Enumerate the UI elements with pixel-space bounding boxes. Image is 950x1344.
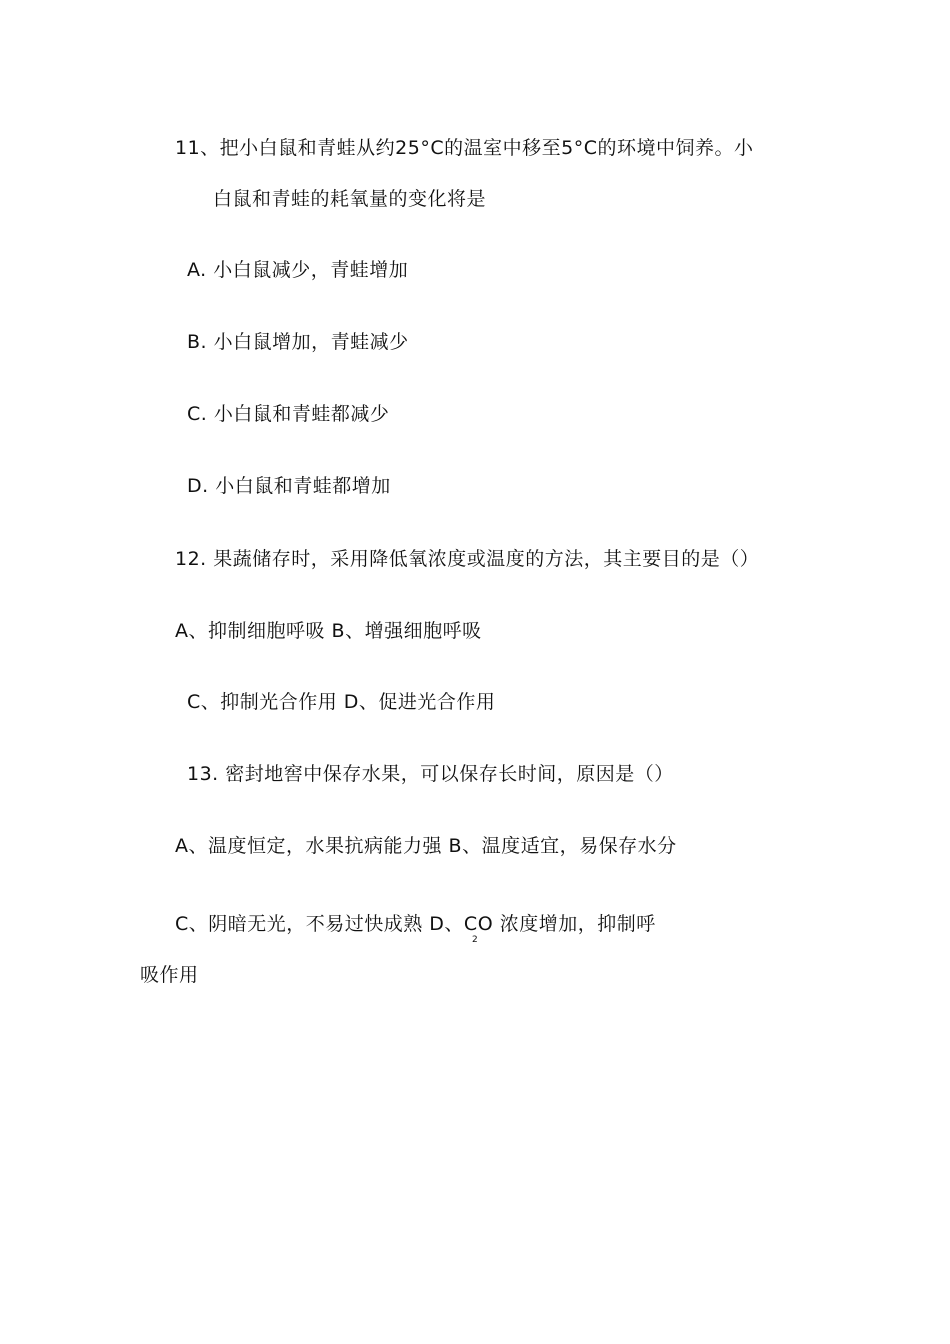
q12-options-cd: C、抑制光合作用 D、促进光合作用 bbox=[187, 691, 496, 713]
co2-subscript: 2 bbox=[472, 935, 478, 945]
q13-stem: 13. 密封地窖中保存水果，可以保存长时间，原因是（） bbox=[187, 763, 674, 785]
q11-option-d: D. 小白鼠和青蛙都增加 bbox=[187, 475, 391, 497]
q11-stem-line1: 11、把小白鼠和青蛙从约25°C的温室中移至5°C的环境中饲养。小 bbox=[175, 137, 754, 159]
q11-option-b: B. 小白鼠增加，青蛙减少 bbox=[187, 331, 409, 353]
q12-options-ab: A、抑制细胞呼吸 B、增强细胞呼吸 bbox=[175, 620, 482, 642]
q11-option-c: C. 小白鼠和青蛙都减少 bbox=[187, 403, 390, 425]
q13-options-ab: A、温度恒定，水果抗病能力强 B、温度适宜，易保存水分 bbox=[175, 835, 677, 857]
q13-options-cd-line2: 吸作用 bbox=[140, 964, 199, 986]
q11-option-a: A. 小白鼠减少，青蛙增加 bbox=[187, 259, 409, 281]
q11-stem-line2: 白鼠和青蛙的耗氧量的变化将是 bbox=[213, 188, 487, 210]
q13-options-cd-line1: C、阴暗无光，不易过快成熟 D、CO 浓度增加，抑制呼 bbox=[175, 913, 656, 935]
q12-stem: 12. 果蔬储存时，采用降低氧浓度或温度的方法，其主要目的是（） bbox=[175, 548, 760, 570]
